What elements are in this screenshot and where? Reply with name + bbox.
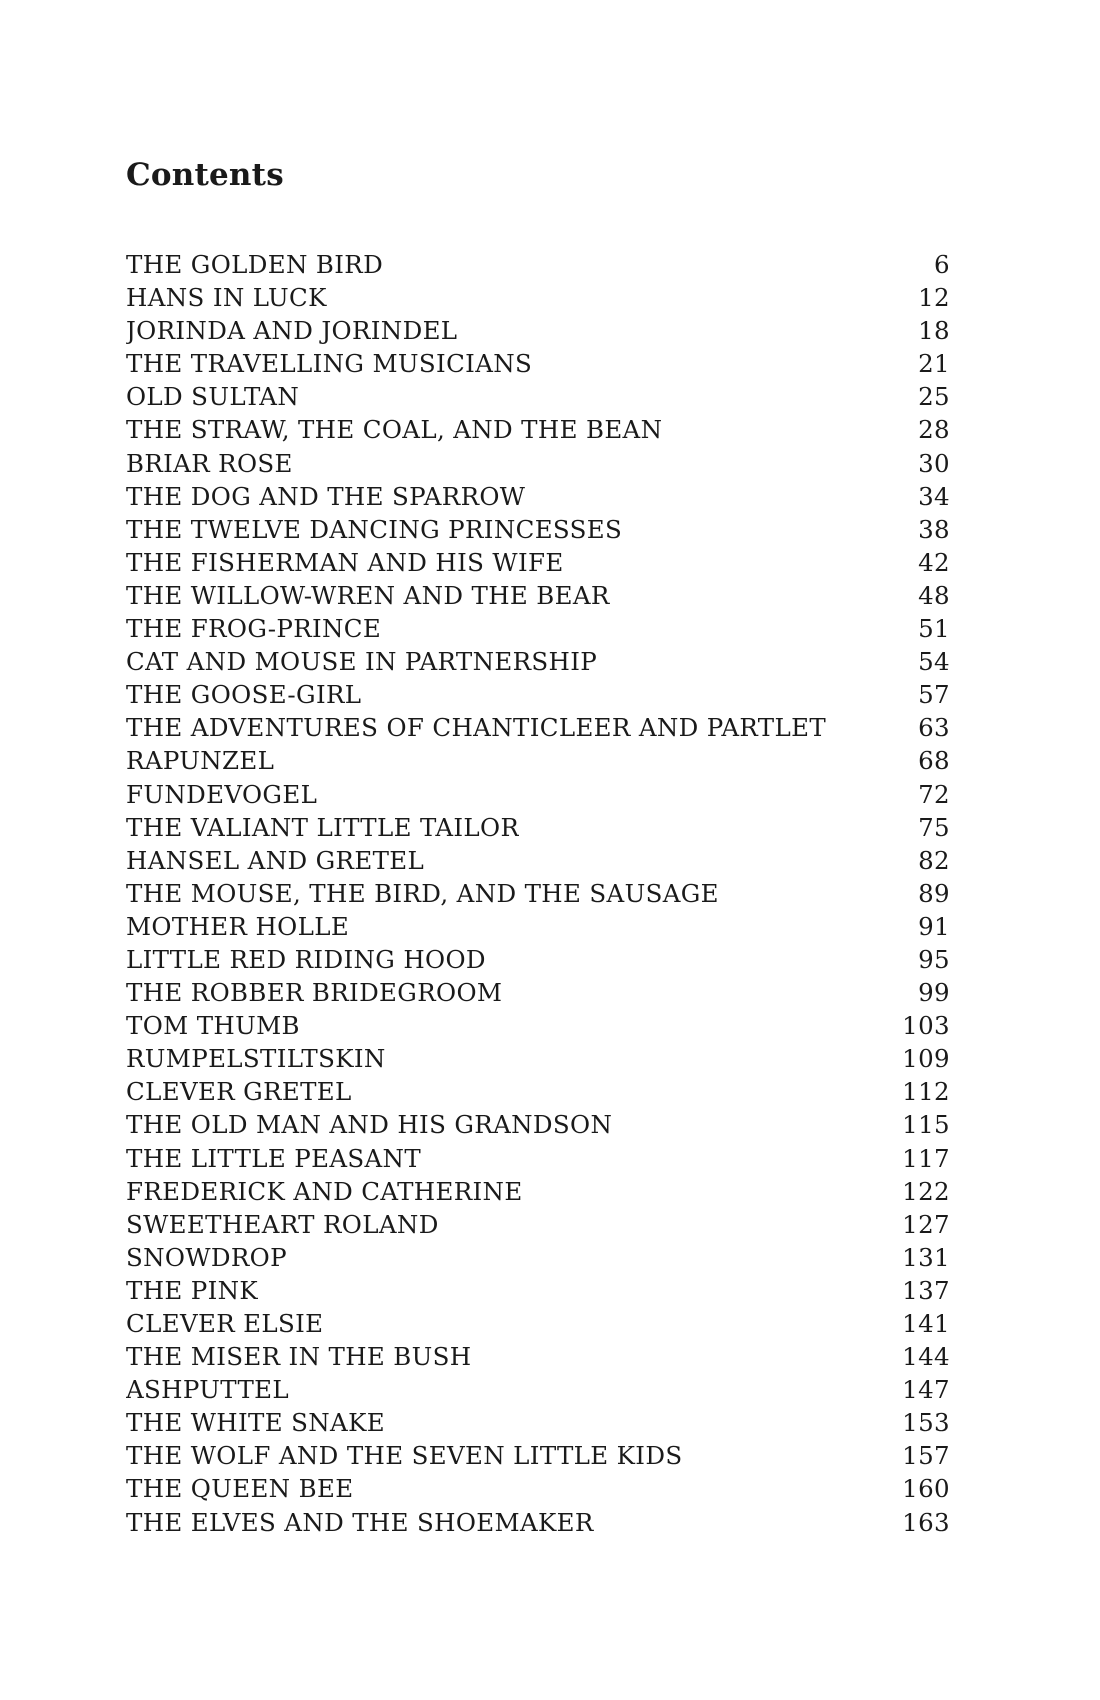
toc-entry-title: THE TRAVELLING MUSICIANS	[126, 349, 533, 379]
toc-entry-title: TOM THUMB	[126, 1011, 300, 1041]
toc-entry[interactable]	[126, 1472, 950, 1505]
toc-entry-page-number: 75	[918, 812, 950, 842]
toc-entry-page-number: 72	[918, 779, 950, 809]
toc-entry-page-number: 99	[918, 978, 950, 1008]
toc-entry-page-number: 34	[918, 481, 950, 511]
toc-entry-page-number: 147	[902, 1375, 950, 1405]
toc-entry-title: THE MOUSE, THE BIRD, AND THE SAUSAGE	[126, 878, 719, 908]
toc-entry-page-number: 12	[918, 283, 950, 313]
toc-entry-page-number: 160	[902, 1474, 950, 1504]
toc-entry-page-number: 68	[918, 746, 950, 776]
toc-entry-title: THE STRAW, THE COAL, AND THE BEAN	[126, 415, 663, 445]
toc-entry-page-number: 28	[918, 415, 950, 445]
toc-entry[interactable]	[126, 811, 950, 844]
toc-entry[interactable]	[126, 612, 950, 645]
toc-entry[interactable]	[126, 943, 950, 976]
toc-entry[interactable]	[126, 1506, 950, 1539]
toc-entry-page-number: 95	[918, 944, 950, 974]
toc-entry-page-number: 42	[918, 547, 950, 577]
toc-entry[interactable]	[126, 248, 950, 281]
toc-entry-page-number: 141	[902, 1309, 950, 1338]
toc-entry-page-number: 30	[918, 448, 950, 478]
toc-entry[interactable]	[126, 1108, 950, 1141]
toc-entry-title: THE DOG AND THE SPARROW	[126, 481, 526, 511]
toc-entry[interactable]	[126, 778, 950, 811]
toc-entry-title: CAT AND MOUSE IN PARTNERSHIP	[126, 647, 598, 677]
toc-entry-title: THE WILLOW-WREN AND THE BEAR	[126, 580, 610, 610]
toc-entry-page-number: 112	[902, 1077, 950, 1107]
toc-entry-page-number: 48	[918, 580, 950, 610]
toc-entry-title: THE OLD MAN AND HIS GRANDSON	[126, 1110, 613, 1140]
toc-entry-title: SNOWDROP	[126, 1242, 287, 1272]
toc-entry-page-number: 131	[902, 1242, 950, 1272]
toc-entry-title: RUMPELSTILTSKIN	[126, 1044, 386, 1074]
toc-entry[interactable]	[126, 1241, 950, 1274]
toc-entry-title: THE ADVENTURES OF CHANTICLEER AND PARTLET	[126, 713, 827, 743]
toc-entry-title: ASHPUTTEL	[126, 1375, 289, 1405]
toc-entry-title: THE ELVES AND THE SHOEMAKER	[126, 1507, 594, 1537]
toc-entry-page-number: 91	[918, 911, 950, 941]
toc-entry[interactable]	[126, 844, 950, 877]
toc-entry-page-number: 163	[902, 1507, 950, 1537]
toc-entry-title: THE VALIANT LITTLE TAILOR	[126, 812, 520, 842]
toc-entry[interactable]	[126, 711, 950, 744]
toc-entry-title: THE LITTLE PEASANT	[126, 1143, 422, 1173]
toc-entry-page-number: 157	[902, 1441, 950, 1471]
toc-entry[interactable]	[126, 380, 950, 413]
toc-entry[interactable]	[126, 447, 950, 480]
toc-entry-title: THE PINK	[126, 1275, 259, 1305]
toc-entry-page-number: 63	[918, 713, 950, 743]
toc-entry-page-number: 6	[934, 250, 950, 279]
toc-entry-title: THE WOLF AND THE SEVEN LITTLE KIDS	[126, 1441, 683, 1471]
toc-entry-page-number: 117	[902, 1143, 950, 1173]
toc-entry-title: MOTHER HOLLE	[126, 911, 350, 941]
toc-entry-page-number: 137	[902, 1275, 950, 1305]
toc-entry-page-number: 57	[918, 680, 950, 710]
toc-entry-title: JORINDA AND JORINDEL	[126, 316, 458, 346]
toc-entry[interactable]	[126, 1142, 950, 1175]
toc-entry-page-number: 89	[918, 878, 950, 908]
toc-entry[interactable]	[126, 1042, 950, 1075]
toc-entry[interactable]	[126, 1373, 950, 1406]
toc-entry[interactable]	[126, 877, 950, 910]
toc-entry[interactable]	[126, 579, 950, 612]
toc-entry[interactable]	[126, 513, 950, 546]
toc-entry-page-number: 127	[902, 1209, 950, 1239]
toc-entry-title: FUNDEVOGEL	[126, 779, 318, 809]
toc-entry-title: RAPUNZEL	[126, 746, 275, 776]
toc-entry[interactable]	[126, 1307, 950, 1340]
toc-entry-page-number: 115	[902, 1110, 950, 1140]
page-title: Contents	[126, 157, 284, 193]
toc-entry[interactable]	[126, 1075, 950, 1108]
toc-entry-title: THE GOLDEN BIRD	[126, 250, 384, 279]
toc-entry[interactable]	[126, 1009, 950, 1042]
toc-entry[interactable]	[126, 1208, 950, 1241]
toc-entry[interactable]	[126, 1439, 950, 1472]
toc-entry-page-number: 109	[902, 1044, 950, 1074]
toc-entry-title: THE GOOSE-GIRL	[126, 680, 362, 710]
toc-entry-title: SWEETHEART ROLAND	[126, 1209, 439, 1239]
toc-entry[interactable]	[126, 1340, 950, 1373]
toc-entry[interactable]	[126, 1175, 950, 1208]
toc-entry-title: HANSEL AND GRETEL	[126, 845, 425, 875]
table-of-contents	[126, 248, 950, 1539]
toc-entry[interactable]	[126, 744, 950, 777]
toc-entry-page-number: 54	[918, 647, 950, 677]
toc-entry-title: THE WHITE SNAKE	[126, 1408, 385, 1438]
toc-entry-page-number: 18	[918, 316, 950, 346]
toc-entry[interactable]	[126, 314, 950, 347]
toc-entry-title: THE TWELVE DANCING PRINCESSES	[126, 514, 623, 544]
toc-entry[interactable]	[126, 413, 950, 446]
toc-entry-title: THE FISHERMAN AND HIS WIFE	[126, 547, 564, 577]
toc-entry-title: BRIAR ROSE	[126, 448, 293, 478]
toc-entry-title: FREDERICK AND CATHERINE	[126, 1176, 523, 1206]
toc-entry-page-number: 82	[918, 845, 950, 875]
toc-entry-page-number: 153	[902, 1408, 950, 1438]
toc-entry[interactable]	[126, 480, 950, 513]
toc-entry-page-number: 144	[902, 1342, 950, 1372]
toc-entry-page-number: 51	[918, 614, 950, 644]
toc-entry-page-number: 38	[918, 514, 950, 544]
toc-entry-title: OLD SULTAN	[126, 382, 300, 412]
toc-entry-title: THE MISER IN THE BUSH	[126, 1342, 472, 1372]
toc-entry-title: HANS IN LUCK	[126, 283, 327, 313]
toc-entry[interactable]	[126, 281, 950, 314]
toc-entry[interactable]	[126, 645, 950, 678]
toc-entry[interactable]	[126, 678, 950, 711]
toc-entry[interactable]	[126, 1406, 950, 1439]
toc-entry[interactable]	[126, 347, 950, 380]
toc-entry-title: LITTLE RED RIDING HOOD	[126, 944, 486, 974]
toc-entry-title: THE QUEEN BEE	[126, 1474, 354, 1504]
toc-entry-title: THE ROBBER BRIDEGROOM	[126, 978, 503, 1008]
toc-entry-page-number: 103	[902, 1011, 950, 1041]
toc-entry-page-number: 122	[902, 1176, 950, 1206]
toc-entry[interactable]	[126, 546, 950, 579]
toc-entry[interactable]	[126, 1274, 950, 1307]
toc-entry-title: CLEVER ELSIE	[126, 1309, 324, 1338]
toc-entry-title: THE FROG-PRINCE	[126, 614, 382, 644]
toc-entry-title: CLEVER GRETEL	[126, 1077, 352, 1107]
toc-entry[interactable]	[126, 976, 950, 1009]
toc-entry[interactable]	[126, 910, 950, 943]
toc-entry-page-number: 21	[918, 349, 950, 379]
toc-entry-page-number: 25	[918, 382, 950, 412]
